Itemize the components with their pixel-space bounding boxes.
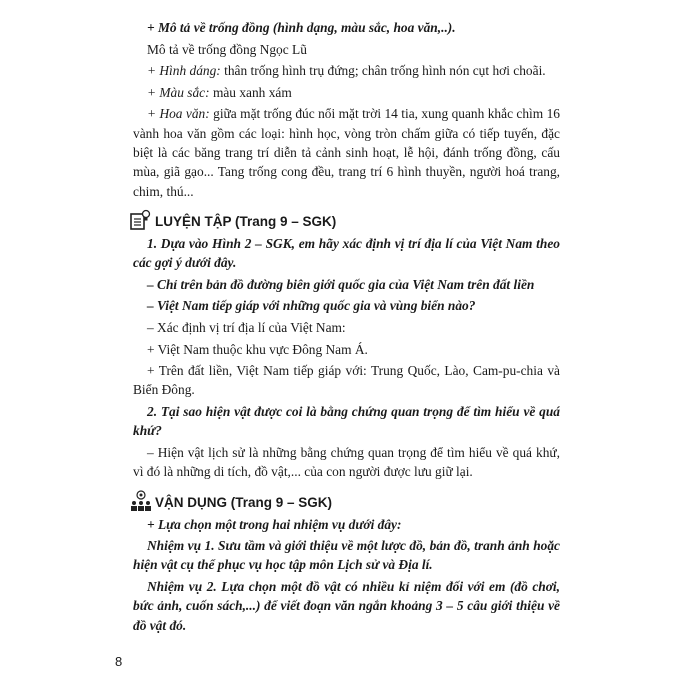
luyen-tap-heading bbox=[130, 207, 560, 231]
heading-text: LUYỆN TẬP (Trang 9 – SGK) bbox=[155, 213, 337, 229]
task-intro: + Lựa chọn một trong hai nhiệm vụ dưới đây: bbox=[147, 516, 402, 532]
task-1: Nhiệm vụ 1. Sưu tầm và giới thiệu về một lược đồ, bản đồ, tranh ảnh hoặc hiện vật cụ thể phục vụ học tập môn Lịch sử và Địa lí. bbox=[133, 538, 560, 573]
task-2: Nhiệm vụ 2. Lựa chọn một đồ vật có nhiều kỉ niệm đối với em (đồ chơi, bức ảnh, cuốn sách,...) để viết đoạn văn ngắn khoảng 3 – 5 câu giới thiệu về đồ vật đó. bbox=[133, 578, 560, 633]
item-text: giữa mặt trống đúc nổi mặt trời 14 tia, xung quanh khắc chìm 16 vành hoa văn gồm các loại: hình học, vòng tròn chấm giữa có tiếp tuyến, đặc biệt là các băng trang trí diễn tả cảnh sinh hoạt, lễ hội, đánh trống đồng, cấu mùa, giã gạo... Tang trống cong đều, trang trí 6 hình thuyền, người hoá trang, chim, thú... bbox=[133, 106, 560, 199]
question-1a: – Chỉ trên bản đồ đường biên giới quốc gia của Việt Nam trên đất liền bbox=[147, 276, 535, 292]
question-2: 2. Tại sao hiện vật được coi là bằng chứng quan trọng để tìm hiểu về quá khứ? bbox=[133, 404, 560, 439]
question-1b: – Việt Nam tiếp giáp với những quốc gia và vùng biển nào? bbox=[147, 298, 476, 314]
item-text: màu xanh xám bbox=[209, 84, 292, 100]
drum-prompt: + Mô tả về trống đồng (hình dạng, màu sắc, hoa văn,..). bbox=[147, 20, 456, 35]
answer-1-point-1: + Việt Nam thuộc khu vực Đông Nam Á. bbox=[147, 341, 368, 357]
document-page bbox=[133, 18, 560, 637]
answer-1-point-2: + Trên đất liền, Việt Nam tiếp giáp với: Trung Quốc, Lào, Cam-pu-chia và Biển Đông. bbox=[133, 363, 560, 398]
item-label: + Hoa văn: bbox=[147, 106, 210, 122]
answer-2: – Hiện vật lịch sử là những bằng chứng quan trọng để tìm hiểu về quá khứ, vì đó là những di tích, đồ vật,... của con người được lưu giữ lại. bbox=[133, 444, 560, 480]
answer-1-intro: – Xác định vị trí địa lí của Việt Nam: bbox=[147, 319, 346, 335]
question-1: 1. Dựa vào Hình 2 – SGK, em hãy xác định vị trí địa lí của Việt Nam theo các gợi ý dưới đây. bbox=[133, 235, 560, 271]
group-people-icon bbox=[130, 490, 152, 512]
item-label: + Hình dáng: bbox=[147, 63, 221, 79]
heading-text: VẬN DỤNG (Trang 9 – SGK) bbox=[155, 494, 333, 510]
item-text: thân trống hình trụ đứng; chân trống hình nón cụt hơi choãi. bbox=[220, 63, 546, 79]
van-dung-heading bbox=[130, 488, 560, 512]
drum-shape bbox=[133, 61, 560, 80]
drum-pattern bbox=[133, 104, 560, 200]
practice-book-icon bbox=[130, 209, 152, 231]
drum-intro: Mô tả về trống đồng Ngọc Lũ bbox=[147, 41, 307, 57]
item-label: + Màu sắc: bbox=[147, 84, 210, 100]
page-number: 8 bbox=[115, 654, 123, 669]
drum-color bbox=[133, 83, 560, 102]
